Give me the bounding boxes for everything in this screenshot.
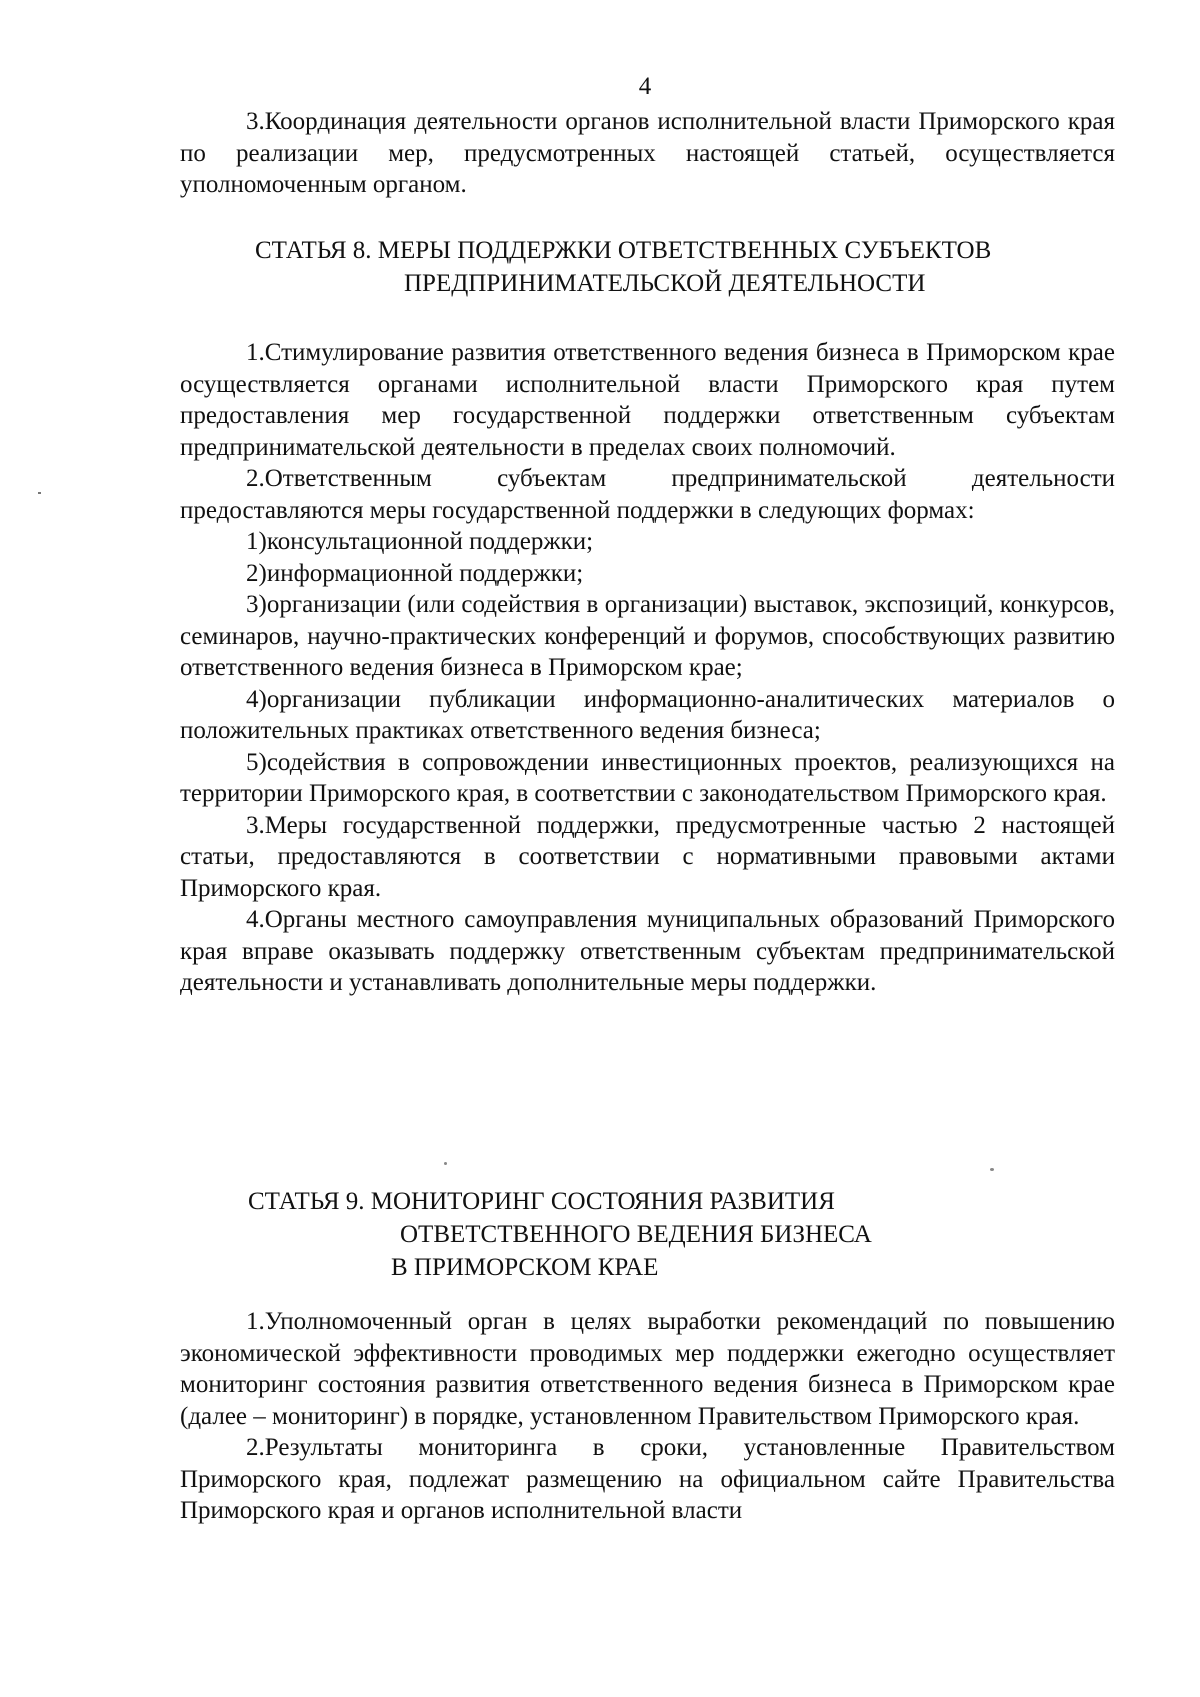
article-9-body	[180, 1306, 1115, 1527]
list-item: 5)содействия в сопровождении инвестиционных проектов, реализующихся на территории Приморского края, в соответствии с законодательством Приморского края.	[180, 748, 1115, 807]
paragraph: 3.Координация деятельности органов исполнительной власти Приморского края по реализации мер, предусмотренных настоящей статьей, осуществляется уполномоченным органом.	[180, 108, 1115, 198]
heading-line: ОТВЕТСТВЕННОГО ВЕДЕНИЯ БИЗНЕСА	[400, 1221, 872, 1248]
paragraph: 2.Результаты мониторинга в сроки, установленные Правительством Приморского края, подлежат размещению на официальном сайте Правительства Приморского края и органов исполнительной власти	[180, 1434, 1115, 1524]
heading-line: В ПРИМОРСКОМ КРАЕ	[391, 1254, 659, 1281]
heading-line: СТАТЬЯ 8. МЕРЫ ПОДДЕРЖКИ ОТВЕТСТВЕННЫХ СУБЪЕКТОВ	[255, 237, 992, 264]
list-item: 2)информационной поддержки;	[246, 559, 584, 587]
article-8-body	[180, 337, 1115, 999]
heading-line: ПРЕДПРИНИМАТЕЛЬСКОЙ ДЕЯТЕЛЬНОСТИ	[404, 270, 926, 297]
heading-line: СТАТЬЯ 9. МОНИТОРИНГ СОСТОЯНИЯ РАЗВИТИЯ	[248, 1188, 835, 1215]
list-item: 4)организации публикации информационно-аналитических материалов о положительных практиках ответственного ведения бизнеса;	[180, 685, 1115, 744]
list-item: 3)организации (или содействия в организации) выставок, экспозиций, конкурсов, семинаров, научно-практических конференций и форумов, способствующих развитию ответственного ведения бизнеса в Приморском крае;	[180, 591, 1115, 681]
paragraph: 1.Стимулирование развития ответственного ведения бизнеса в Приморском крае осуществляется органами исполнительной власти Приморского края путем предоставления мер государственной поддержки ответственным субъектам предпринимательской деятельности в пределах своих полномочий.	[180, 339, 1115, 461]
paragraph: 4.Органы местного самоуправления муниципальных образований Приморского края вправе оказывать поддержку ответственным субъектам предпринимательской деятельности и устанавливать дополнительные меры поддержки.	[180, 906, 1115, 996]
page-number: 4	[638, 73, 652, 100]
article-8-heading	[255, 234, 1135, 300]
paragraph: 2.Ответственным субъектам предпринимательской деятельности предоставляются меры государственной поддержки в следующих формах:	[180, 465, 1115, 524]
scan-speck	[444, 1162, 447, 1165]
scan-speck	[990, 1168, 994, 1171]
paragraph: 3.Меры государственной поддержки, предусмотренные частью 2 настоящей статьи, предоставляются в соответствии с нормативными правовыми актами Приморского края.	[180, 811, 1115, 902]
paragraph: 1.Уполномоченный орган в целях выработки рекомендаций по повышению экономической эффективности проводимых мер поддержки ежегодно осуществляет мониторинг состояния развития ответственного ведения бизнеса в Приморском крае (далее – мониторинг) в порядке, установленном Правительством Приморского края.	[180, 1308, 1115, 1430]
intro-section	[180, 106, 1115, 201]
article-9-heading	[248, 1185, 948, 1284]
scan-speck	[38, 492, 41, 494]
list-item: 1)консультационной поддержки;	[246, 528, 594, 555]
